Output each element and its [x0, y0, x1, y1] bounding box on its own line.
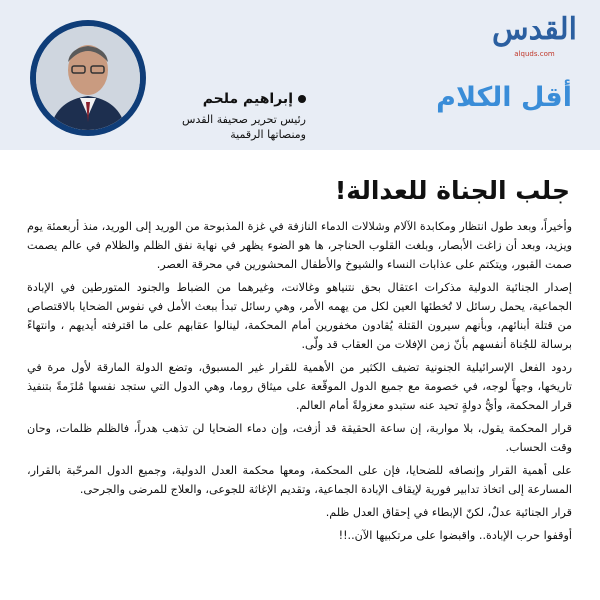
author-name: إبراهيم ملحم [202, 91, 293, 107]
logo-subtitle: alquds.com [514, 50, 555, 58]
header-band [0, 0, 600, 150]
portrait-icon [36, 26, 140, 130]
author-name-line [156, 90, 306, 108]
paragraph: وأخيراً، وبعد طول انتظار ومكابدة الآلام وشلالات الدماء النازفة في غزة المذبوحة من الوريد إلى الوريد، منذ أربعمئة يوم ويزيد، وبعد أن زاغت الأبصار، وبلغت القلوب الحناجر، ها هو الضوء يظهر في نهاية نفق الظلم والظلام في عالم يصمت صمت القبور، ويتكتم على عذابات النساء والشيوخ والأطفال المحشورين في محرقة العصر. [27, 220, 572, 271]
bullet-icon [298, 95, 306, 103]
newspaper-logo [487, 10, 582, 62]
paragraph: قرار الجنائية عدلٌ، لكنّ الإبطاء في إحقاق العدل ظلم. [325, 506, 572, 519]
author-photo [30, 20, 146, 136]
logo-text: القدس [491, 12, 578, 47]
column-title: أقل الكلام [436, 82, 572, 113]
author-role-line1: رئيس تحرير صحيفة القدس [182, 113, 306, 126]
paragraph: قرار المحكمة يقول، بلا مواربة، إن ساعة الحقيقة قد أزفت، وإن دماء الضحايا لن تذهب هدراً، فالظلم ظلمات، وحان وقت الحساب. [27, 422, 572, 454]
paragraph: على أهمية القرار وإنصافه للضحايا، فإن على المحكمة، ومعها محكمة العدل الدولية، وجميع الدول المرحّبة بالقرار، المسارعة إلى اتخاذ تدابير فورية لإيقاف الإبادة الجماعية، وتقديم الإغاثة للجوعى، والعلاج للمرضى والجرحى. [27, 464, 572, 496]
paragraph: ردود الفعل الإسرائيلية الجنونية تضيف الكثير من الأهمية للقرار غير المسبوق، وتضع الدولة المارقة لأول مرة في تاريخها، وجهاً لوجه، في خصومة مع جميع الدول الموقّعة على ميثاق روما، وهي الدول التي ستجد نفسها مُلزَمةً بتنفيذ قرار المحكمة، وأيُّ دولةٍ تحيد عنه ستبدو معزولةً أمام العالم. [27, 361, 572, 412]
article-body [27, 217, 572, 549]
paragraph: أوقفوا حرب الإبادة.. واقبضوا على مرتكبيها الآن..!! [338, 529, 572, 542]
article-headline: جلب الجناة للعدالة! [334, 176, 570, 205]
paragraph: إصدار الجنائية الدولية مذكرات اعتقال بحق نتنياهو وغالانت، وغيرهما من الضباط والجنود المتورطين في الإبادة الجماعية، يحمل رسائل لا تُخطئها العين لكل من يهمه الأمر، وهي رسائل تبدأ ببعث الأمل في نفوس الضحايا بالاقتصاص من قتلة أبنائهم، وبأنهم سيرون القتلة يُقادون مخفورين أمام المحكمة، لينالوا عقابهم على ما اقترفته أيديهم ، وانتهاءً برسالة للجُناة أنفسهم بأنّ زمن الإفلات من العقاب قد ولّى. [27, 281, 572, 351]
author-role-line2: ومنصاتها الرقمية [230, 128, 306, 141]
author-info [156, 90, 306, 142]
